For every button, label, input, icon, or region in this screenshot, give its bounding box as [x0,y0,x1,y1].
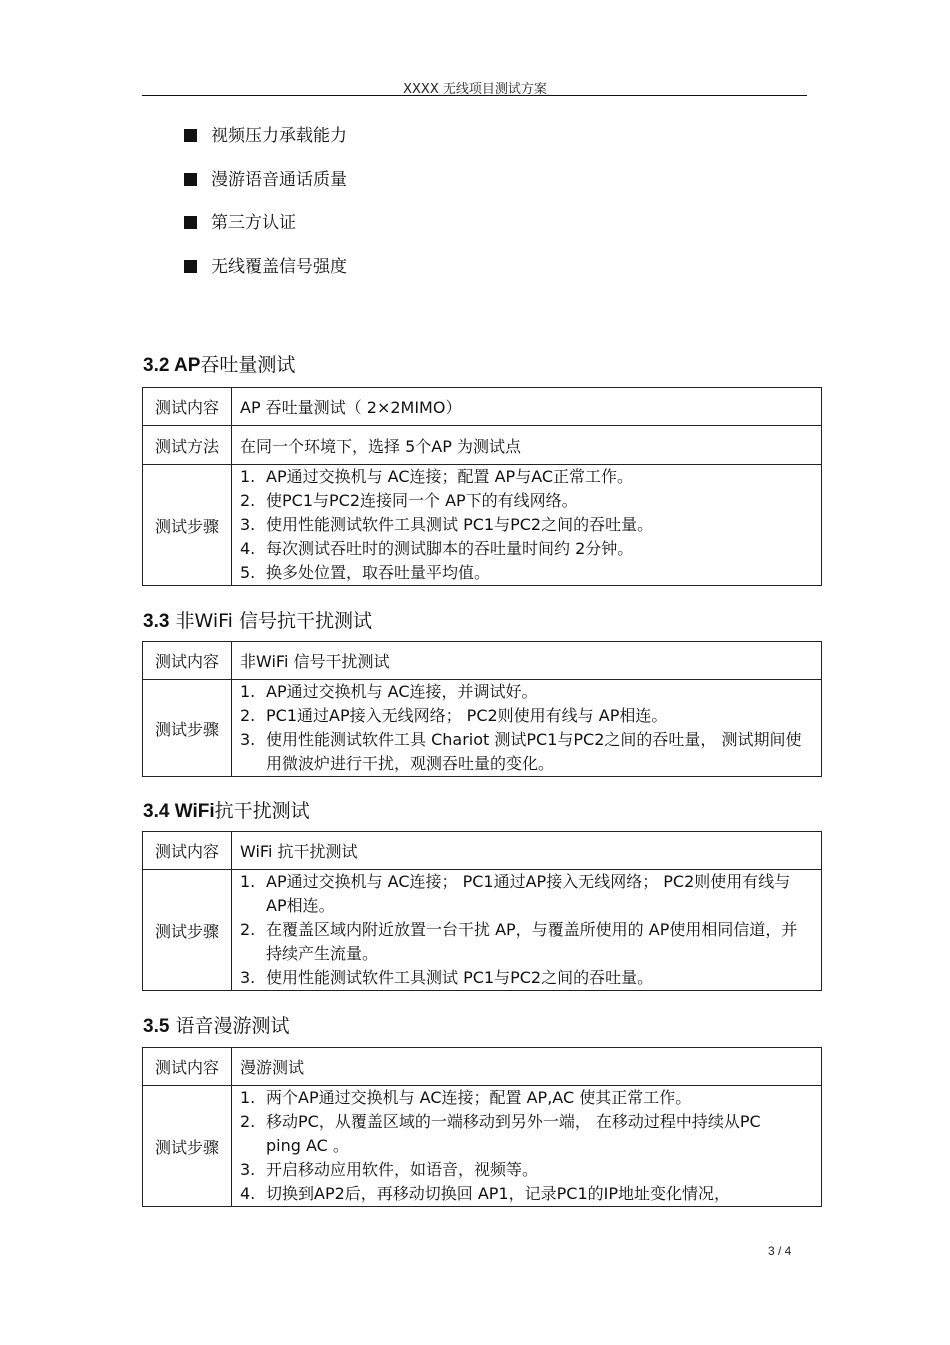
step-item [240,870,813,918]
row-value: WiFi 抗干扰测试 [232,832,822,870]
table-row [143,1086,822,1207]
bullet-item [184,211,296,235]
step-text: 使PC1与PC2连接同一个 AP下的有线网络。 [266,491,578,510]
row-label: 测试步骤 [143,1086,232,1207]
bullet-text: 视频压力承载能力 [211,126,347,146]
row-label: 测试方法 [143,426,232,465]
step-number: 2. [240,491,256,510]
step-text: 每次测试吞吐时的测试脚本的吞吐量时间约 2分钟。 [266,539,634,558]
step-number: 1. [240,682,256,701]
header-rule [142,95,807,96]
table-row [143,465,822,586]
section-title: 非WiFi 信号抗干扰测试 [175,610,372,632]
step-item [240,704,813,728]
table-row [143,642,822,680]
bullet-item [184,124,347,148]
square-bullet-icon [184,173,197,186]
step-item [240,918,813,966]
step-number: 3. [240,515,256,534]
step-number: 1. [240,467,256,486]
step-number: 2. [240,1112,256,1131]
section-number: 3.5 [143,1016,170,1037]
table-row [143,1048,822,1086]
section-heading-3-3 [143,606,372,633]
row-label: 测试步骤 [143,870,232,991]
step-text: PC1通过AP接入无线网络； PC2则使用有线与 AP相连。 [266,706,668,725]
row-label: 测试内容 [143,642,232,680]
step-item [240,513,813,537]
bullet-text: 漫游语音通话质量 [211,170,347,190]
step-item [240,537,813,561]
page-number: 3 / 4 [768,1244,792,1258]
table-row [143,426,822,465]
section-heading-3-2 [143,350,295,377]
step-number: 2. [240,920,256,939]
step-text: 移动PC，从覆盖区域的一端移动到另外一端， 在移动过程中持续从PC ping AC 。 [266,1112,761,1155]
table-row [143,832,822,870]
row-label: 测试内容 [143,832,232,870]
steps-cell [232,465,822,586]
step-text: 使用性能测试软件工具测试 PC1与PC2之间的吞吐量。 [266,515,654,534]
steps-cell [232,870,822,991]
section-number: 3.3 [143,611,170,632]
step-item [240,966,813,990]
table-non-wifi-interference [142,641,822,777]
step-item [240,465,813,489]
section-title: 吞吐量测试 [200,354,296,376]
step-text: AP通过交换机与 AC连接，并调试好。 [266,682,538,701]
square-bullet-icon [184,216,197,229]
row-label: 测试步骤 [143,680,232,777]
steps-cell [232,1086,822,1207]
row-value: AP 吞吐量测试（ 2×2MIMO） [232,388,822,426]
step-item [240,728,813,776]
step-number: 2. [240,706,256,725]
step-text: 在覆盖区域内附近放置一台干扰 AP，与覆盖所使用的 AP使用相同信道，并持续产生流量。 [266,920,798,963]
step-item [240,561,813,585]
step-text: AP通过交换机与 AC连接；配置 AP与AC正常工作。 [266,467,634,486]
row-value: 在同一个环境下，选择 5个AP 为测试点 [232,426,822,465]
bullet-text: 无线覆盖信号强度 [211,257,347,277]
section-heading-3-5 [143,1011,289,1038]
section-title: 语音漫游测试 [175,1015,290,1037]
step-item [240,489,813,513]
row-label: 测试内容 [143,1048,232,1086]
step-item [240,1086,813,1110]
page-header-title: XXXX 无线项目测试方案 [403,82,547,97]
step-text: 使用性能测试软件工具 Chariot 测试PC1与PC2之间的吞吐量， 测试期间使用微波炉进行干扰，观测吞吐量的变化。 [266,730,802,773]
step-item [240,1110,813,1158]
table-row [143,388,822,426]
table-row [143,680,822,777]
bullet-text: 第三方认证 [211,213,296,233]
step-item [240,680,813,704]
table-ap-throughput [142,387,822,586]
step-text: 开启移动应用软件，如语音，视频等。 [266,1160,539,1179]
step-number: 5. [240,563,256,582]
row-value: 非WiFi 信号干扰测试 [232,642,822,680]
row-value: 漫游测试 [232,1048,822,1086]
step-number: 1. [240,872,256,891]
table-row [143,870,822,991]
step-number: 3. [240,968,256,987]
section-number: 3.2 AP [143,355,201,376]
row-label: 测试步骤 [143,465,232,586]
step-text: 切换到AP2后，再移动切换回 AP1，记录PC1的IP地址变化情况， [266,1184,731,1203]
step-number: 3. [240,730,256,749]
step-text: 使用性能测试软件工具测试 PC1与PC2之间的吞吐量。 [266,968,654,987]
table-voice-roaming [142,1047,822,1207]
bullet-item [184,255,347,279]
steps-cell [232,680,822,777]
square-bullet-icon [184,129,197,142]
step-item [240,1182,813,1206]
row-label: 测试内容 [143,388,232,426]
table-wifi-interference [142,831,822,991]
step-number: 4. [240,539,256,558]
step-item [240,1158,813,1182]
step-number: 1. [240,1088,256,1107]
section-heading-3-4 [143,796,310,823]
square-bullet-icon [184,260,197,273]
step-text: AP通过交换机与 AC连接； PC1通过AP接入无线网络； PC2则使用有线与 AP相连。 [266,872,791,915]
section-number: 3.4 WiFi [143,801,215,822]
bullet-item [184,168,347,192]
step-text: 两个AP通过交换机与 AC连接；配置 AP,AC 使其正常工作。 [266,1088,692,1107]
step-number: 4. [240,1184,256,1203]
section-title: 抗干扰测试 [214,800,310,822]
step-number: 3. [240,1160,256,1179]
step-text: 换多处位置，取吞吐量平均值。 [266,563,491,582]
